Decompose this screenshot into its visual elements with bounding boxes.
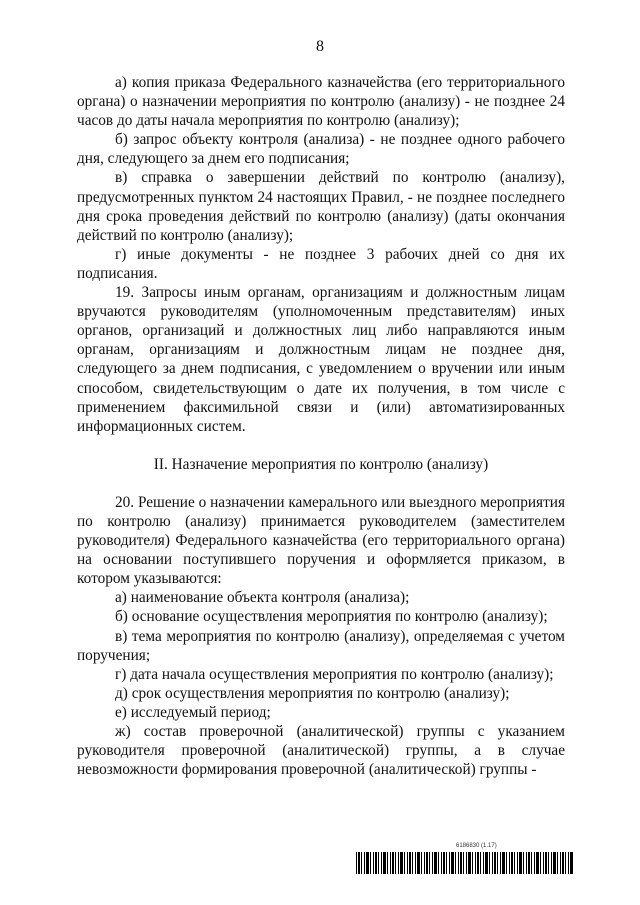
document-body bbox=[77, 73, 565, 779]
paragraph-20zh: ж) состав проверочной (аналитической) группы с указанием руководителя проверочной (аналитической) группы, а в случае невозможности формирования проверочной (аналитической) группы - bbox=[77, 723, 565, 779]
barcode-block bbox=[356, 842, 574, 876]
paragraph-18a: а) копия приказа Федерального казначейства (его территориального органа) о назначении мероприятия по контролю (анализу) - не позднее 24 часов до даты начала мероприятия по контролю (анализу); bbox=[77, 74, 565, 130]
paragraph-20b: б) основание осуществления мероприятия по контролю (анализу); bbox=[115, 608, 548, 626]
paragraph-18b: б) запрос объекту контроля (анализа) - не позднее одного рабочего дня, следующего за днем его подписания; bbox=[77, 131, 565, 168]
paragraph-20d: д) срок осуществления мероприятия по контролю (анализу); bbox=[115, 684, 510, 702]
paragraph-20a: а) наименование объекта контроля (анализа); bbox=[115, 589, 410, 607]
paragraph-20v: в) тема мероприятия по контролю (анализу), определяемая с учетом поручения; bbox=[77, 627, 565, 664]
section-heading: II. Назначение мероприятия по контролю (анализу) bbox=[153, 455, 489, 473]
paragraph-20: 20. Решение о назначении камерального или выездного мероприятия по контролю (анализу) принимается руководителем (заместителем руководителя) Федерального казначейства (его территориального органа) на основании поступившего поручения и оформляется приказом, в котором указываются: bbox=[77, 493, 565, 588]
paragraph-20g: г) дата начала осуществления мероприятия по контролю (анализу); bbox=[115, 665, 554, 683]
paragraph-18v: в) справка о завершении действий по контролю (анализу), предусмотренных пунктом 24 настоящих Правил, - не позднее последнего дня срока проведения действий по контролю (анализу) (даты окончания действий по контролю (анализу); bbox=[77, 169, 565, 244]
paragraph-19: 19. Запросы иным органам, организациям и должностным лицам вручаются руководителям (уполномоченным представителям) иных органов, организаций и должностных лиц либо направляются иным органам, организациям и должностным лицам не позднее дня, следующего за днем подписания, с уведомлением о вручении или иным способом, свидетельствующим о дате их получения, в том числе с применением факсимильной связи и (или) автоматизированных информационных систем. bbox=[77, 284, 565, 435]
page-number: 8 bbox=[316, 38, 324, 55]
barcode-icon bbox=[356, 852, 574, 874]
barcode-number: 6186830 (1.17) bbox=[456, 843, 497, 849]
paragraph-20e: е) исследуемый период; bbox=[115, 703, 271, 721]
paragraph-18g: г) иные документы - не позднее 3 рабочих дней со дня их подписания. bbox=[77, 245, 565, 282]
